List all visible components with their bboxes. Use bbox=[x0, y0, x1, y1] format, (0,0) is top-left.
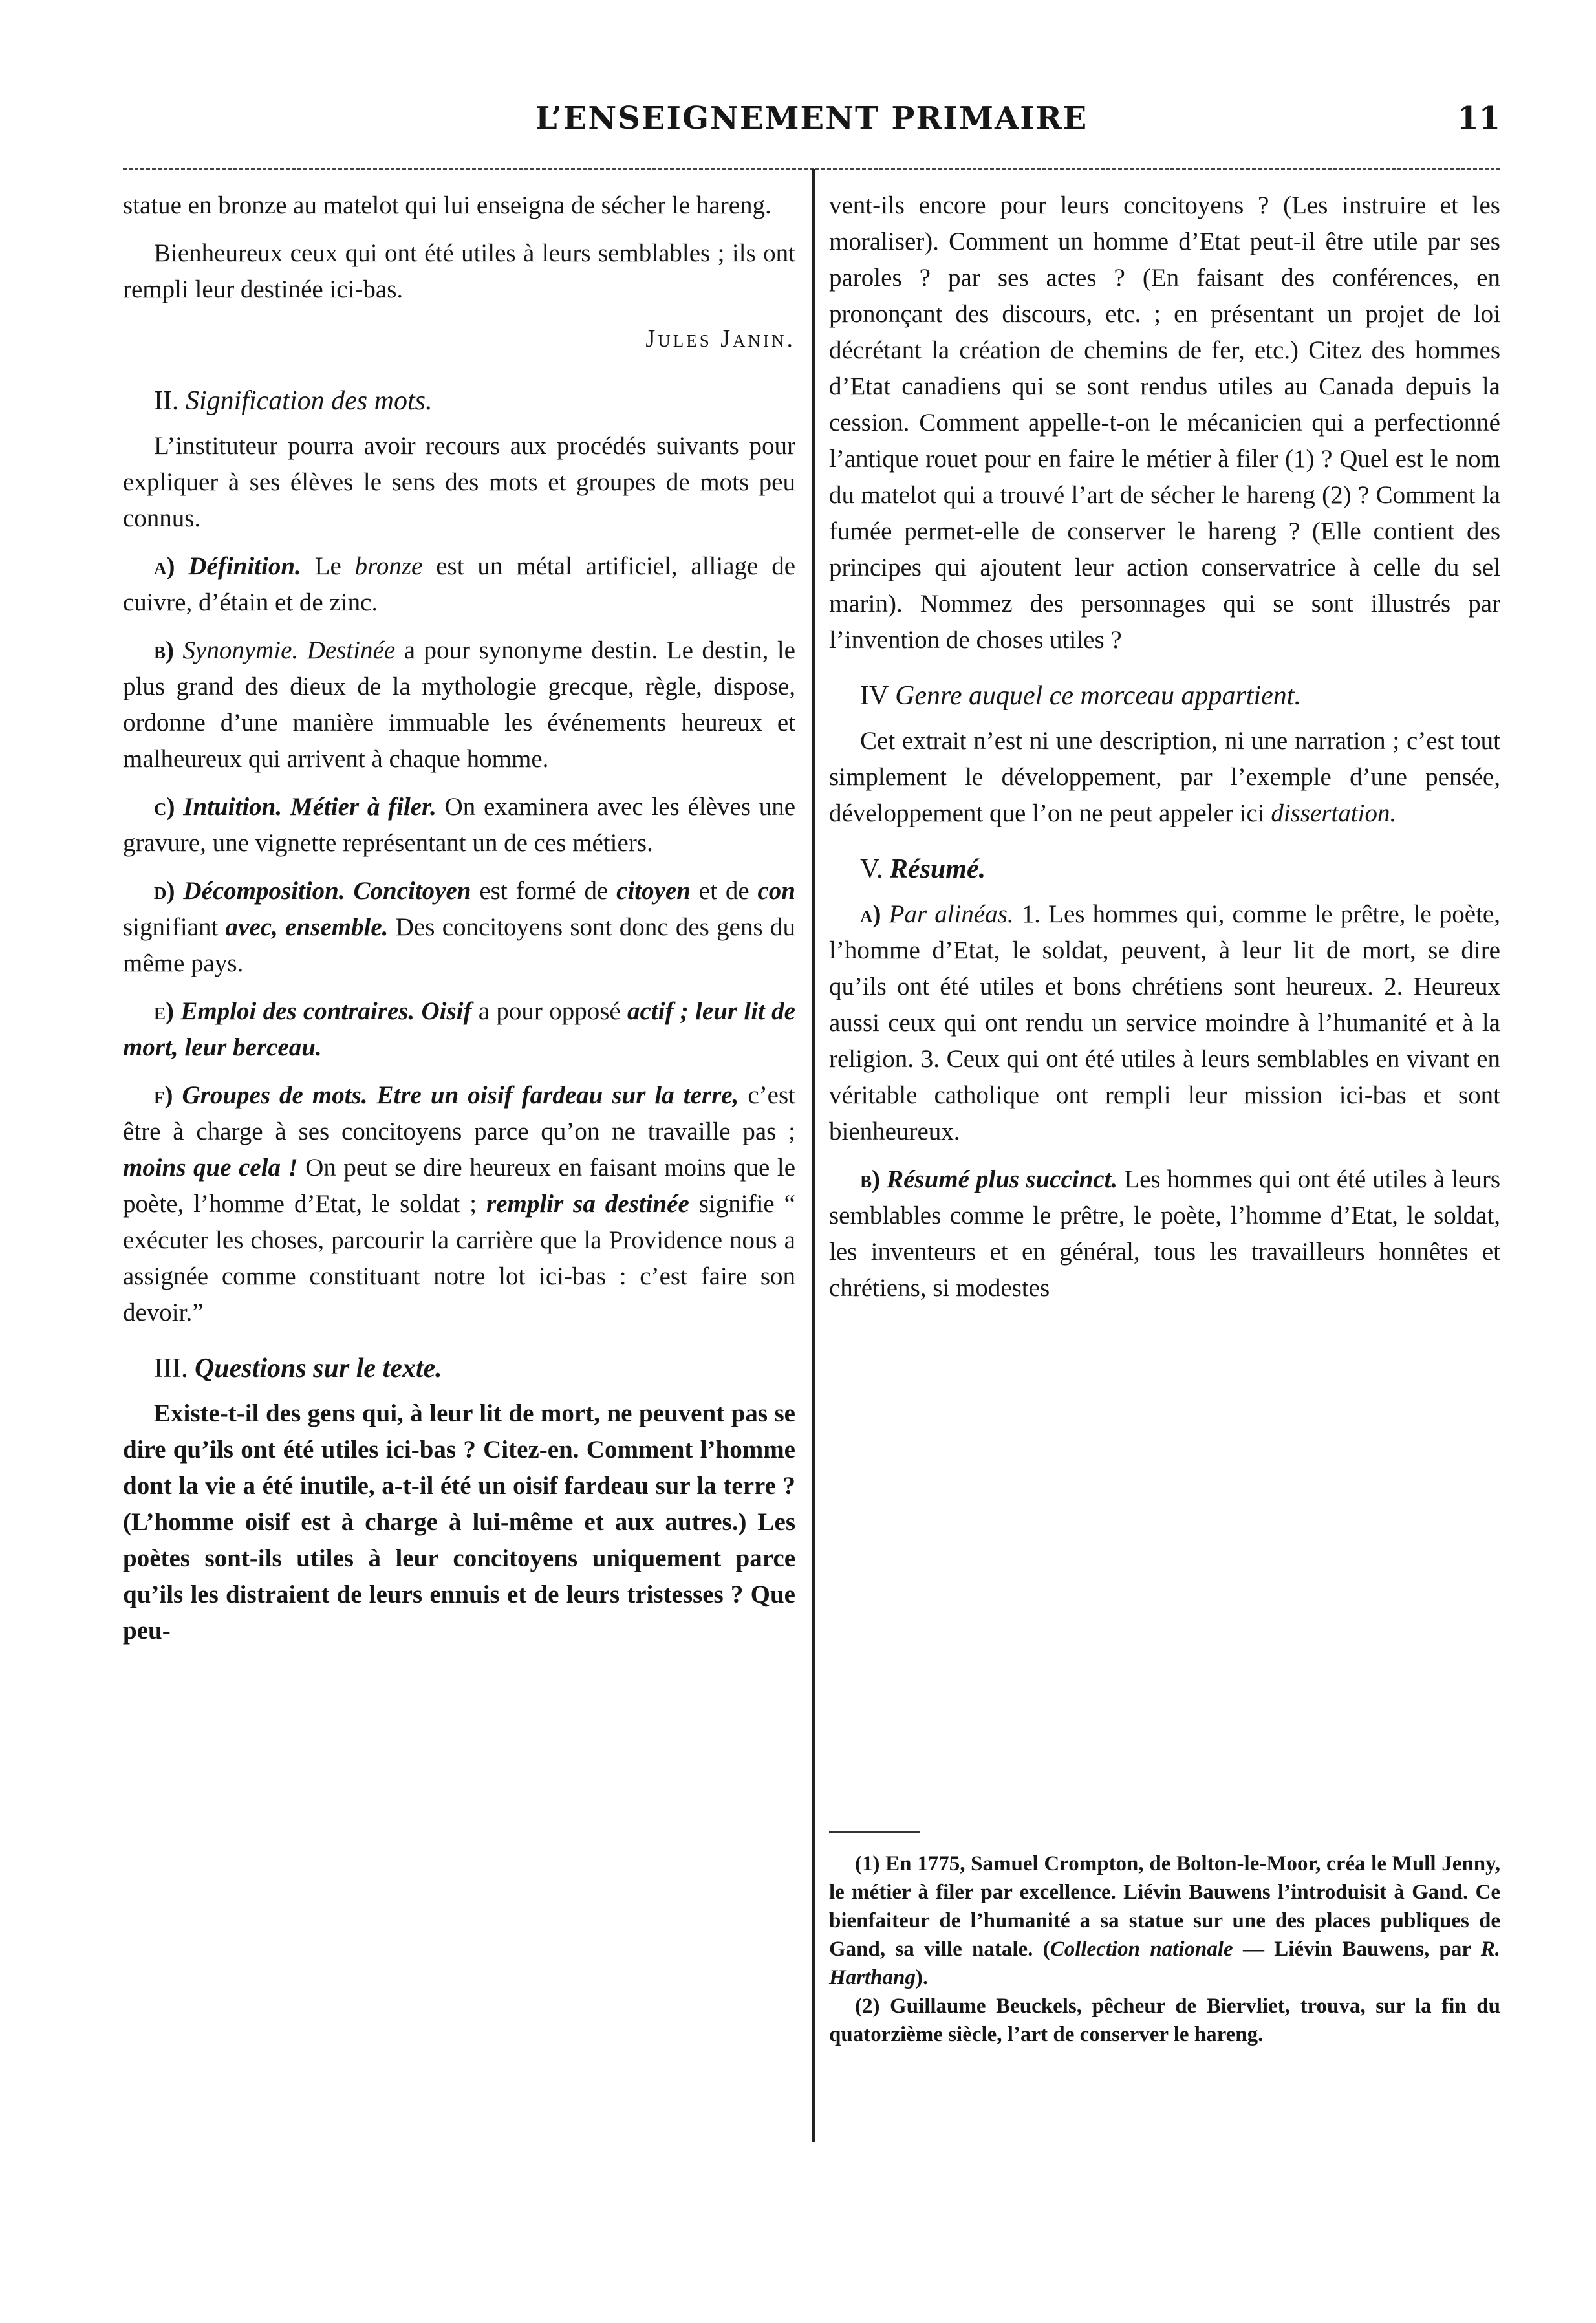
section-heading-iii bbox=[154, 1350, 795, 1387]
item-title: Décomposition. bbox=[183, 877, 345, 905]
footnote-1 bbox=[829, 1850, 1500, 1992]
item-label: b) bbox=[154, 636, 174, 664]
section-heading-v bbox=[860, 851, 1500, 887]
item-label: e) bbox=[154, 997, 174, 1025]
item-title: Groupes de mots. bbox=[182, 1081, 368, 1109]
item-text: signifie “ exécuter les choses, parcourir la carrière que la Providence nous a assignée comme constituant notre lot ici-bas : c’est faire son devoir.” bbox=[123, 1190, 795, 1326]
footnote-text: — Liévin Bauwens, par bbox=[1233, 1938, 1481, 1961]
item-text: On peut se dire heureux en faisant moins que le poète, l’homme d’Etat, le soldat ; bbox=[123, 1154, 796, 1218]
footnote-2: (2) Guillaume Beuckels, pêcheur de Biervliet, trouva, sur la fin du quatorzième siècle, l’art de conserver le hareng. bbox=[829, 1994, 1500, 2046]
item-label: b) bbox=[860, 1165, 880, 1193]
item-b bbox=[123, 632, 795, 777]
paragraph: Existe-t-il des gens qui, à leur lit de mort, ne peuvent pas se dire qu’ils ont été utiles ici-bas ? Citez-en. Comment l’homme dont la vie a été inutile, a-t-il été un oisif fardeau sur la terre ? (L’homme oisif est à charge à lui-même et aux autres.) Les poètes sont-ils utiles à leur concitoyens uniquement parce qu’ils les distraient de leurs ennuis et de leurs tristesses ? Que peu- bbox=[123, 1399, 795, 1645]
footnote-text: (1) En 1775, Samuel Crompton, de Bolton-le-Moor, créa le Mull Jenny, le métier à filer par excellence. Liévin Bauwens l’introduisit à Gand. Ce bienfaiteur de l’humanité a sa statue sur une des places publiques de Gand, sa ville natale. ( bbox=[829, 1852, 1500, 1961]
left-column bbox=[123, 188, 795, 1661]
running-title: L’ENSEIGNEMENT PRIMAIRE bbox=[535, 100, 1088, 136]
paragraph: statue en bronze au matelot qui lui enseigna de sécher le hareng. bbox=[123, 191, 771, 219]
page-header bbox=[123, 100, 1500, 152]
paragraph bbox=[829, 723, 1500, 832]
section-title: Signification des mots. bbox=[185, 386, 433, 416]
header-rule bbox=[123, 168, 1500, 170]
item-label: a) bbox=[860, 900, 881, 928]
item-a bbox=[123, 548, 795, 621]
section-number: V. bbox=[860, 854, 883, 884]
item-title: Par alinéas. bbox=[889, 900, 1014, 928]
item-emphasis: Métier à filer. bbox=[290, 793, 437, 821]
footnotes bbox=[829, 1850, 1500, 2049]
item-label: f) bbox=[154, 1081, 173, 1109]
item-text bbox=[345, 877, 354, 905]
item-c bbox=[123, 789, 795, 861]
item-text: signifiant bbox=[123, 913, 226, 941]
item-emphasis: con bbox=[757, 877, 795, 905]
section-number: II. bbox=[154, 386, 179, 416]
item-label: a) bbox=[154, 552, 175, 580]
item-emphasis: Concitoyen bbox=[353, 877, 471, 905]
item-emphasis: bronze bbox=[354, 552, 423, 580]
item-emphasis: Oisif bbox=[421, 997, 472, 1025]
item-text: et de bbox=[690, 877, 758, 905]
item-text bbox=[415, 997, 421, 1025]
item-title: Emploi des contraires. bbox=[180, 997, 415, 1025]
item-a bbox=[829, 896, 1500, 1150]
section-heading-iv bbox=[860, 678, 1500, 714]
paragraph: vent-ils encore pour leurs concitoyens ? (Les instruire et les moraliser). Comment un homme d’Etat peut-il être utile par ses paroles ? par ses actes ? (En faisant des conférences, en prononçant des discours, etc. ; en présentant un projet de loi décrétant la création de chemins de fer, etc.) Citez des hommes d’Etat canadiens qui se sont rendus utiles au Canada depuis la cession. Comment appelle-t-on le mécanicien qui a perfectionné l’antique rouet pour en faire le métier à filer (1) ? Quel est le nom du matelot qui a trouvé l’art de sécher le hareng (2) ? Comment la fumée permet-elle de conserver le hareng ? (Elle contient des principes qui ajoutent leur action conservatrice à celle du sel marin). Nommez des personnages qui se sont illustrés par l’invention de choses utiles ? bbox=[829, 191, 1500, 654]
item-label: d) bbox=[154, 877, 175, 905]
item-text bbox=[282, 793, 290, 821]
footnote-rule bbox=[829, 1831, 920, 1833]
item-text: est un métal artificiel, alliage de cuivre, d’étain et de zinc. bbox=[123, 552, 796, 616]
item-text: On examinera avec les élèves une gravure, une vignette représentant un de ces métiers. bbox=[123, 793, 796, 857]
item-emphasis: Destinée bbox=[307, 636, 396, 664]
item-text: Le bbox=[301, 552, 355, 580]
item-emphasis: avec, ensemble. bbox=[225, 913, 389, 941]
section-title: Résumé. bbox=[889, 854, 986, 884]
item-b bbox=[829, 1162, 1500, 1306]
item-text: 1. Les hommes qui, comme le prêtre, le poète, l’homme d’Etat, le soldat, peuvent, à leur lit de mort, se dire qu’ils ont été utiles et bons chrétiens sont heureux. 2. Heureux aussi ceux qui ont rendu un service moindre à l’humanité et à la religion. 3. Ceux qui ont été utiles à leurs semblables en vivant en véritable catholique ont rempli leur mission ici-bas et sont bienheureux. bbox=[829, 900, 1500, 1145]
footnote-text: ). bbox=[915, 1966, 929, 1989]
footnote-emphasis: Collection nationale bbox=[1050, 1938, 1233, 1961]
item-emphasis: actif ; leur lit de mort, leur berceau. bbox=[123, 997, 795, 1061]
item-text bbox=[298, 636, 307, 664]
item-text: a pour synonyme destin. Le destin, le plus grand des dieux de la mythologie grecque, règle, dispose, ordonne d’une manière immuable les événements heureux et malheureux qui arrivent à chaque homme. bbox=[123, 636, 795, 773]
section-number: IV bbox=[860, 681, 889, 711]
item-text bbox=[368, 1081, 377, 1109]
item-text: est formé de bbox=[471, 877, 617, 905]
item-emphasis: remplir sa destinée bbox=[486, 1190, 689, 1218]
paragraph: L’instituteur pourra avoir recours aux procédés suivants pour expliquer à ses élèves le sens des mots et groupes de mots peu connus. bbox=[123, 432, 795, 532]
page-number: 11 bbox=[1457, 100, 1500, 136]
section-number: III. bbox=[154, 1354, 188, 1383]
footnote-emphasis: R. Harthang bbox=[829, 1938, 1500, 1989]
item-title: Résumé plus succinct. bbox=[887, 1165, 1118, 1193]
item-title: Synonymie. bbox=[182, 636, 299, 664]
paragraph-emphasis: dissertation. bbox=[1271, 799, 1397, 827]
right-column bbox=[829, 188, 1500, 1318]
item-emphasis: moins que cela ! bbox=[123, 1154, 298, 1182]
section-title: Questions sur le texte. bbox=[194, 1354, 442, 1383]
item-title: Définition. bbox=[188, 552, 301, 580]
item-text: Des concitoyens sont donc des gens du même pays. bbox=[123, 913, 795, 977]
item-title: Intuition. bbox=[183, 793, 283, 821]
column-divider bbox=[812, 169, 815, 2142]
section-title: Genre auquel ce morceau appartient. bbox=[895, 681, 1301, 711]
paragraph: Bienheureux ceux qui ont été utiles à leurs semblables ; ils ont rempli leur destinée ici-bas. bbox=[123, 239, 795, 303]
item-text: Les hommes qui ont été utiles à leurs semblables comme le prêtre, le poète, l’homme d’Etat, le soldat, les inventeurs et en général, tous les travailleurs honnêtes et chrétiens, si modestes bbox=[829, 1165, 1500, 1302]
author-signature: Jules Janin. bbox=[645, 325, 795, 352]
item-e bbox=[123, 993, 795, 1066]
item-emphasis: Etre un oisif fardeau sur la terre, bbox=[376, 1081, 739, 1109]
item-text: a pour opposé bbox=[471, 997, 627, 1025]
item-d bbox=[123, 873, 795, 982]
item-emphasis: citoyen bbox=[616, 877, 691, 905]
item-label: c) bbox=[154, 793, 175, 821]
section-heading-ii bbox=[154, 383, 795, 419]
item-text: c’est être à charge à ses concitoyens parce qu’on ne travaille pas ; bbox=[123, 1081, 796, 1145]
item-f bbox=[123, 1077, 795, 1331]
paragraph-text: Cet extrait n’est ni une description, ni une narration ; c’est tout simplement le développement, par l’exemple d’une pensée, développement que l’on ne peut appeler ici bbox=[829, 727, 1500, 827]
